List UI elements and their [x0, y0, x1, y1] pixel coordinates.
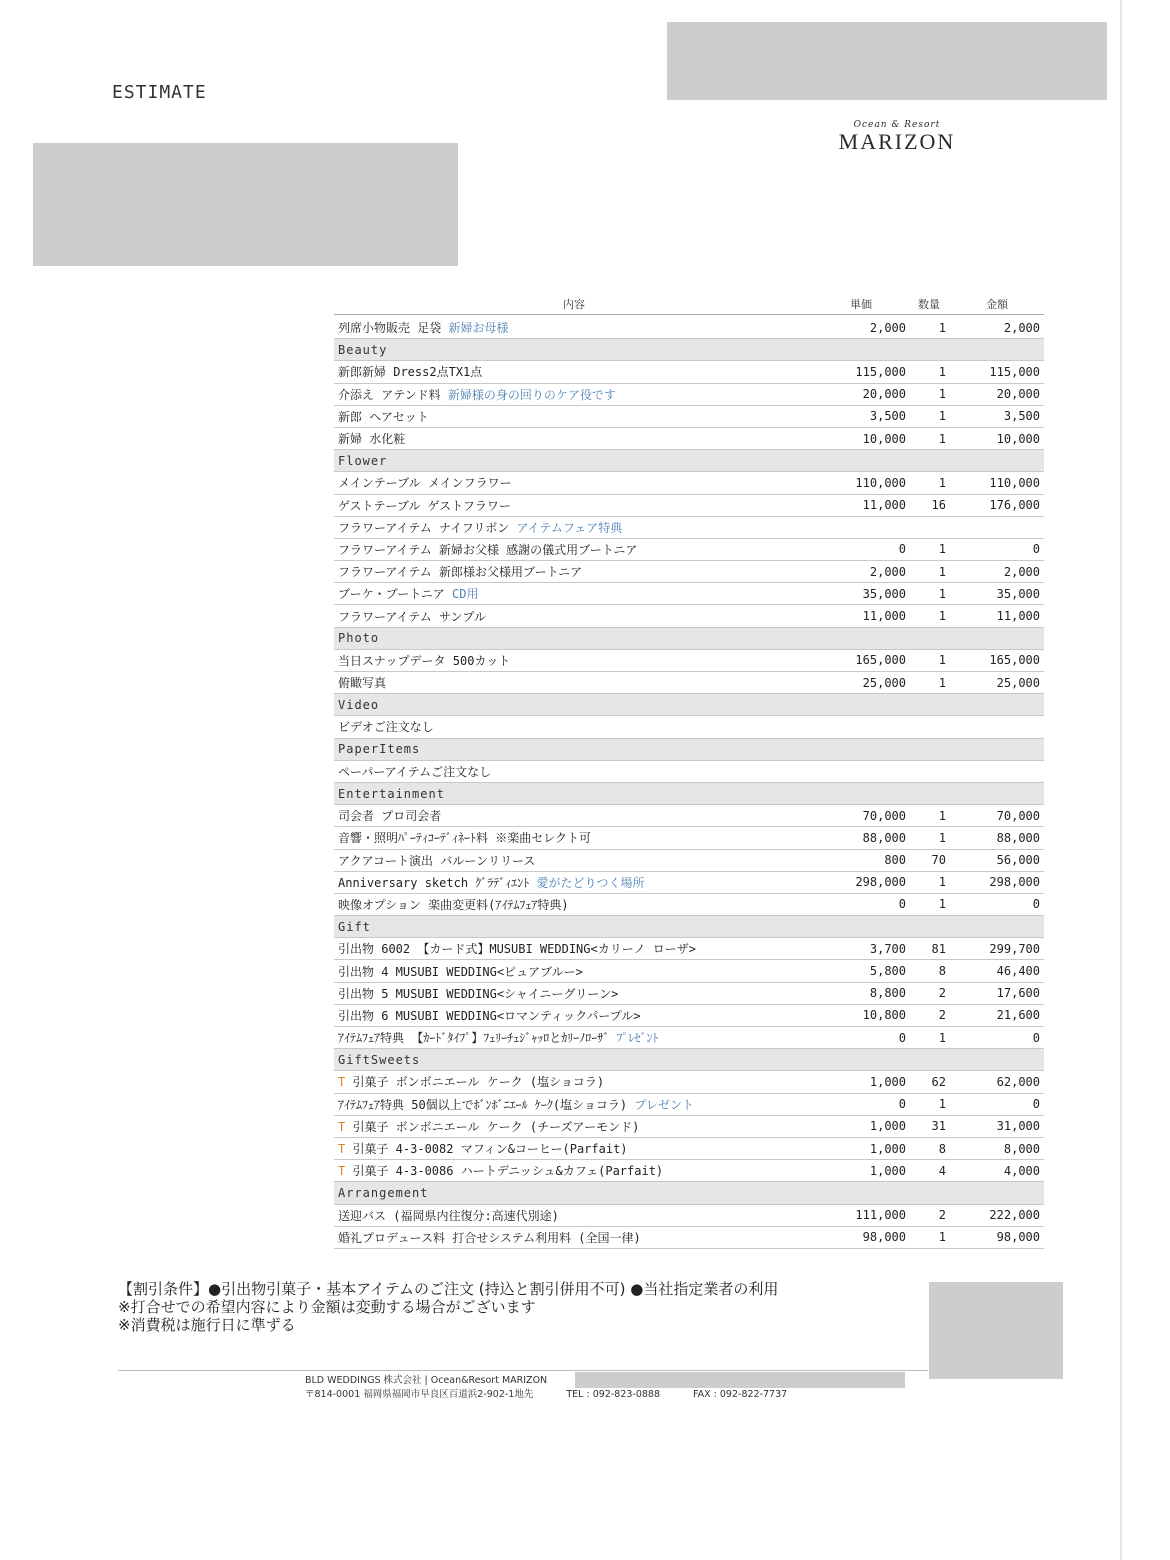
- unit-price: 35,000: [862, 586, 906, 601]
- unit-price: 11,000: [862, 609, 906, 624]
- item-description: [334, 1073, 814, 1090]
- section-row: [334, 450, 1044, 472]
- unit-price: 1,000: [869, 1074, 906, 1089]
- unit-price: 0: [898, 1030, 906, 1045]
- item-description: [334, 1096, 814, 1113]
- footer-divider: [118, 1370, 928, 1371]
- table-row: [334, 605, 1044, 627]
- item-description: [334, 1029, 814, 1046]
- quantity: 1: [938, 475, 946, 490]
- table-row: [334, 850, 1044, 872]
- unit-price: 0: [898, 897, 906, 912]
- quantity: 1: [938, 364, 946, 379]
- quantity: 4: [938, 1163, 946, 1178]
- item-mark: T: [338, 1075, 346, 1090]
- amount: 98,000: [996, 1230, 1040, 1245]
- unit-price: 800: [884, 853, 906, 868]
- table-row: [334, 872, 1044, 894]
- item-description: [334, 430, 814, 447]
- condition-line: 【割引条件】●引出物引菓子・基本アイテムのご注文 (持込と割引併用不可) ●当社指定業者の利用: [118, 1280, 779, 1298]
- unit-price: 3,700: [869, 941, 906, 956]
- unit-price: 25,000: [862, 675, 906, 690]
- table-row: [334, 361, 1044, 383]
- item-text: 引菓子 ボンボニエール ケーク (塩ショコラ): [345, 1075, 605, 1090]
- item-description: [334, 497, 814, 514]
- item-description: [334, 563, 814, 580]
- amount: 31,000: [996, 1119, 1040, 1134]
- item-text: ペーパーアイテムご注文なし: [338, 764, 492, 779]
- unit-price: 11,000: [862, 498, 906, 513]
- estimate-table: [334, 294, 1044, 1249]
- item-text: Anniversary sketch ｸﾞﾗﾃﾞｨｴﾝﾄ: [338, 875, 537, 890]
- quantity: 1: [938, 409, 946, 424]
- section-title: GiftSweets: [338, 1052, 421, 1067]
- unit-price: 110,000: [855, 475, 906, 490]
- quantity: 8: [938, 964, 946, 979]
- item-text: フラワーアイテム サンプル: [338, 609, 486, 624]
- amount: 3,500: [1003, 409, 1040, 424]
- section-row: [334, 694, 1044, 716]
- unit-price: 10,000: [862, 431, 906, 446]
- item-description: [334, 807, 814, 824]
- unit-price: 10,800: [862, 1008, 906, 1023]
- amount: 70,000: [996, 808, 1040, 823]
- amount: 8,000: [1003, 1141, 1040, 1156]
- table-row: [334, 472, 1044, 494]
- quantity: 1: [938, 675, 946, 690]
- unit-price: 98,000: [862, 1230, 906, 1245]
- table-row: [334, 938, 1044, 960]
- item-text: 介添え アテンド料: [338, 387, 448, 402]
- unit-price: 88,000: [862, 830, 906, 845]
- amount: 0: [1032, 542, 1040, 557]
- quantity: 2: [938, 986, 946, 1001]
- item-text: 引菓子 4-3-0086 ハートデニッシュ&カフェ(Parfait): [345, 1164, 664, 1179]
- item-text: 列席小物販売 足袋: [338, 321, 449, 336]
- brand-logo: [832, 120, 962, 154]
- table-row: [334, 805, 1044, 827]
- amount: 20,000: [996, 387, 1040, 402]
- amount: 46,400: [996, 964, 1040, 979]
- table-row: [334, 1116, 1044, 1138]
- item-description: [334, 408, 814, 425]
- amount: 115,000: [989, 364, 1040, 379]
- amount: 299,700: [989, 941, 1040, 956]
- amount: 176,000: [989, 498, 1040, 513]
- item-text: フラワーアイテム 新郎様お父様用ブートニア: [338, 565, 583, 580]
- condition-line: ※打合せでの希望内容により金額は変動する場合がございます: [118, 1298, 536, 1316]
- amount: 298,000: [989, 875, 1040, 890]
- table-row: [334, 428, 1044, 450]
- item-description: [334, 1007, 814, 1024]
- amount: 35,000: [996, 586, 1040, 601]
- amount: 0: [1032, 897, 1040, 912]
- unit-price: 115,000: [855, 364, 906, 379]
- item-description: [334, 674, 814, 691]
- quantity: 81: [931, 941, 946, 956]
- quantity: 1: [938, 897, 946, 912]
- table-row: [334, 406, 1044, 428]
- amount: 21,600: [996, 1008, 1040, 1023]
- item-description: [334, 963, 814, 980]
- item-text: フラワーアイテム ナイフリボン: [338, 520, 517, 535]
- section-row: [334, 628, 1044, 650]
- item-note: プレゼント: [634, 1097, 694, 1112]
- unit-price: 165,000: [855, 653, 906, 668]
- section-title: Gift: [338, 919, 371, 934]
- table-row: [334, 960, 1044, 982]
- quantity: 31: [931, 1119, 946, 1134]
- logo-name: MARIZON: [838, 129, 956, 154]
- quantity: 1: [938, 808, 946, 823]
- item-text: 当日スナップデータ 500カット: [338, 653, 511, 668]
- item-description: [334, 718, 814, 735]
- item-text: 送迎バス (福岡県内往復分:高速代別途): [338, 1208, 559, 1223]
- quantity: 1: [938, 830, 946, 845]
- item-description: [334, 386, 814, 403]
- item-description: [334, 874, 814, 891]
- table-row: [334, 1094, 1044, 1116]
- amount: 25,000: [996, 675, 1040, 690]
- redacted-block-bottom-right: [929, 1282, 1063, 1379]
- section-row: [334, 916, 1044, 938]
- section-title: PaperItems: [338, 742, 421, 757]
- unit-price: 2,000: [869, 320, 906, 335]
- amount: 0: [1032, 1097, 1040, 1112]
- section-row: [334, 783, 1044, 805]
- quantity: 1: [938, 875, 946, 890]
- quantity: 70: [931, 853, 946, 868]
- table-row: [334, 317, 1044, 339]
- unit-price: 0: [898, 1097, 906, 1112]
- amount: 88,000: [996, 830, 1040, 845]
- table-row: [334, 1071, 1044, 1093]
- item-text: 引出物 4 MUSUBI WEDDING<ピュアブルー>: [338, 964, 583, 979]
- section-title: Video: [338, 697, 380, 712]
- discount-conditions: [118, 1280, 778, 1334]
- table-body: [334, 317, 1044, 1249]
- unit-price: 70,000: [862, 808, 906, 823]
- item-description: [334, 985, 814, 1002]
- item-description: [334, 1140, 814, 1157]
- quantity: 1: [938, 1230, 946, 1245]
- item-text: ゲストテーブル ゲストフラワー: [338, 498, 511, 513]
- amount: 56,000: [996, 853, 1040, 868]
- amount: 222,000: [989, 1208, 1040, 1223]
- page-edge: [1120, 0, 1122, 1560]
- table-row: [334, 495, 1044, 517]
- item-description: [334, 474, 814, 491]
- item-description: [334, 519, 814, 536]
- quantity: 1: [938, 320, 946, 335]
- item-text: ｱｲﾃﾑﾌｪｱ特典 50個以上でﾎﾞﾝﾎﾞﾆｴｰﾙ ｹｰｸ(塩ショコラ): [338, 1097, 635, 1112]
- table-row: [334, 650, 1044, 672]
- item-text: 新郎 ヘアセット: [338, 409, 429, 424]
- section-row: [334, 1182, 1044, 1204]
- item-description: [334, 1118, 814, 1135]
- redacted-block-left: [33, 143, 458, 266]
- quantity: 1: [938, 1030, 946, 1045]
- table-row: [334, 583, 1044, 605]
- table-row: [334, 761, 1044, 783]
- item-text: 引菓子 ボンボニエール ケーク (チーズアーモンド): [345, 1119, 640, 1134]
- quantity: 16: [931, 498, 946, 513]
- amount: 165,000: [989, 653, 1040, 668]
- amount: 2,000: [1003, 320, 1040, 335]
- table-row: [334, 983, 1044, 1005]
- quantity: 1: [938, 1097, 946, 1112]
- unit-price: 8,800: [869, 986, 906, 1001]
- section-title: Entertainment: [338, 786, 445, 801]
- item-mark: T: [338, 1142, 346, 1157]
- quantity: 1: [938, 653, 946, 668]
- item-text: ビデオご注文なし: [338, 720, 434, 735]
- unit-price: 3,500: [869, 409, 906, 424]
- quantity: 1: [938, 431, 946, 446]
- item-description: [334, 1207, 814, 1224]
- unit-price: 298,000: [855, 875, 906, 890]
- item-description: [334, 1162, 814, 1179]
- item-description: [334, 852, 814, 869]
- table-row: [334, 384, 1044, 406]
- item-text: 引菓子 4-3-0082 マフィン&コーヒー(Parfait): [345, 1142, 628, 1157]
- unit-price: 2,000: [869, 564, 906, 579]
- table-row: [334, 716, 1044, 738]
- unit-price: 1,000: [869, 1119, 906, 1134]
- table-row: [334, 561, 1044, 583]
- item-text: 引出物 5 MUSUBI WEDDING<シャイニーグリーン>: [338, 986, 619, 1001]
- table-row: [334, 1227, 1044, 1249]
- quantity: 1: [938, 586, 946, 601]
- item-mark: T: [338, 1119, 346, 1134]
- quantity: 1: [938, 564, 946, 579]
- item-note: 愛がたどりつく場所: [536, 875, 645, 890]
- amount: 10,000: [996, 431, 1040, 446]
- item-text: 新郎新婦 Dress2点TX1点: [338, 365, 483, 380]
- item-text: 新婦 水化粧: [338, 432, 406, 447]
- item-note: ﾌﾟﾚｾﾞﾝﾄ: [616, 1031, 659, 1046]
- item-note: アイテムフェア特典: [516, 520, 623, 535]
- amount: 11,000: [996, 609, 1040, 624]
- table-row: [334, 1160, 1044, 1182]
- table-row: [334, 1205, 1044, 1227]
- table-row: [334, 539, 1044, 561]
- section-title: Photo: [338, 631, 380, 646]
- quantity: 1: [938, 542, 946, 557]
- item-description: [334, 763, 814, 780]
- amount: 62,000: [996, 1074, 1040, 1089]
- section-title: Arrangement: [338, 1185, 429, 1200]
- unit-price: 20,000: [862, 387, 906, 402]
- item-description: [334, 585, 814, 602]
- item-mark: T: [338, 1164, 346, 1179]
- footer: [305, 1374, 817, 1402]
- item-description: [334, 652, 814, 669]
- amount: 110,000: [989, 475, 1040, 490]
- table-row: [334, 894, 1044, 916]
- amount: 4,000: [1003, 1163, 1040, 1178]
- quantity: 2: [938, 1008, 946, 1023]
- document-title: ESTIMATE: [112, 82, 207, 103]
- item-text: 婚礼プロデュース料 打合せシステム利用料 (全国一律): [338, 1230, 641, 1245]
- table-row: [334, 827, 1044, 849]
- unit-price: 111,000: [855, 1208, 906, 1223]
- table-header: [334, 294, 1044, 315]
- item-note: CD用: [452, 587, 479, 602]
- table-row: [334, 672, 1044, 694]
- item-text: ｱｲﾃﾑﾌｪｱ特典 【ｶｰﾄﾞﾀｲﾌﾟ】ﾌｪﾘｰﾁｪｼﾞｬｯﾛとｶﾘｰﾉﾛｰｻﾞ: [338, 1031, 617, 1046]
- amount: 17,600: [996, 986, 1040, 1001]
- header-description: 内容: [563, 298, 585, 311]
- item-description: [334, 608, 814, 625]
- item-text: 音響・照明ﾊﾟｰﾃｨｺｰﾃﾞｨﾈｰﾄ料 ※楽曲セレクト可: [338, 831, 591, 846]
- amount: 0: [1032, 1030, 1040, 1045]
- quantity: 1: [938, 387, 946, 402]
- item-description: [334, 896, 814, 913]
- condition-line: ※消費税は施行日に準ずる: [118, 1316, 296, 1334]
- item-description: [334, 1229, 814, 1246]
- item-description: [334, 541, 814, 558]
- unit-price: 0: [898, 542, 906, 557]
- section-title: Beauty: [338, 342, 388, 357]
- section-row: [334, 339, 1044, 361]
- footer-tel: TEL : 092-823-0888: [566, 1389, 661, 1400]
- header-unit-price: 単価: [850, 298, 872, 311]
- item-description: [334, 940, 814, 957]
- item-text: 司会者 プロ司会者: [338, 809, 442, 824]
- table-row: [334, 1138, 1044, 1160]
- quantity: 8: [938, 1141, 946, 1156]
- quantity: 62: [931, 1074, 946, 1089]
- item-description: [334, 829, 814, 846]
- table-row: [334, 517, 1044, 539]
- header-amount: 金額: [986, 298, 1008, 311]
- item-text: 引出物 6002 【カード式】MUSUBI WEDDING<カリーノ ローザ>: [338, 942, 696, 957]
- footer-company: BLD WEDDINGS 株式会社 | Ocean&Resort MARIZON: [305, 1375, 548, 1386]
- table-row: [334, 1027, 1044, 1049]
- section-title: Flower: [338, 453, 388, 468]
- quantity: 1: [938, 609, 946, 624]
- unit-price: 1,000: [869, 1141, 906, 1156]
- item-text: メインテーブル メインフラワー: [338, 476, 512, 491]
- unit-price: 1,000: [869, 1163, 906, 1178]
- item-description: [334, 319, 814, 336]
- footer-fax: FAX : 092-822-7737: [693, 1389, 788, 1400]
- item-text: 引出物 6 MUSUBI WEDDING<ロマンティックパープル>: [338, 1008, 641, 1023]
- item-text: アクアコート演出 バルーンリリース: [338, 853, 536, 868]
- redacted-block-top-right: [667, 22, 1107, 100]
- section-row: [334, 1049, 1044, 1071]
- table-row: [334, 1005, 1044, 1027]
- item-note: 新婦様の身の回りのケア役です: [447, 387, 616, 402]
- item-text: 映像オプション 楽曲変更料(ｱｲﾃﾑﾌｪｱ特典): [338, 897, 569, 912]
- footer-address: 〒814-0001 福岡県福岡市早良区百道浜2-902-1地先: [305, 1389, 534, 1400]
- item-note: 新婦お母様: [448, 321, 509, 336]
- item-text: ブーケ・ブートニア: [338, 587, 453, 602]
- item-text: 俯瞰写真: [338, 676, 387, 691]
- quantity: 2: [938, 1208, 946, 1223]
- item-description: [334, 363, 814, 380]
- logo-subtitle: Ocean & Resort: [853, 120, 941, 130]
- unit-price: 5,800: [869, 964, 906, 979]
- item-text: フラワーアイテム 新婦お父様 感謝の儀式用ブートニア: [338, 542, 638, 557]
- section-row: [334, 739, 1044, 761]
- header-quantity: 数量: [918, 298, 940, 311]
- amount: 2,000: [1003, 564, 1040, 579]
